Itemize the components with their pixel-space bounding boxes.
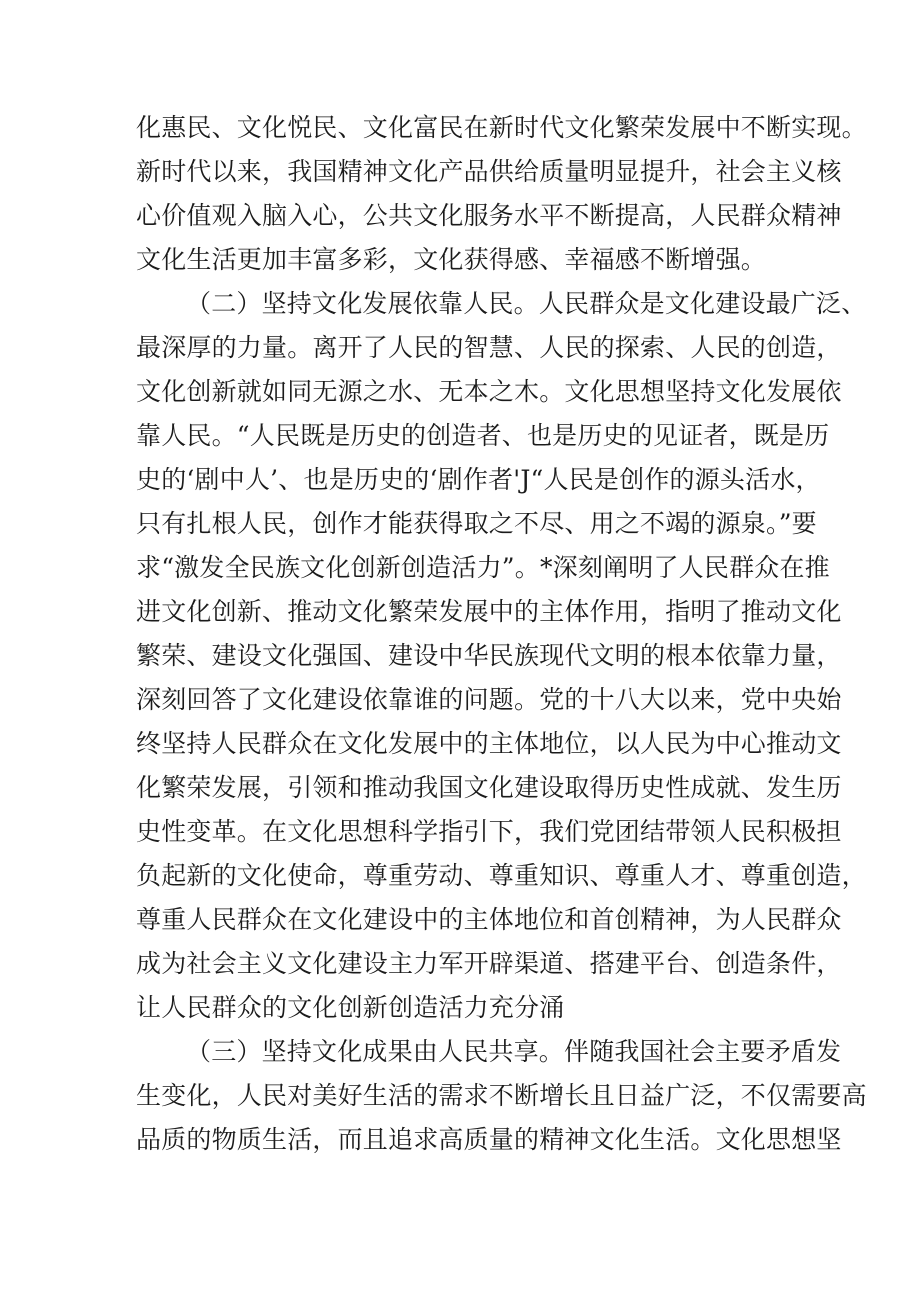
text-line: 生变化，人民对美好生活的需求不断增长且日益广泛，不仅需要高 — [136, 1081, 867, 1110]
text-line: 进文化创新、推动文化繁荣发展中的主体作用，指明了推动文化 — [136, 597, 842, 626]
paragraph-heading-3: （三）坚持文化成果由人民共享。伴随我国社会主要矛盾发 — [186, 1037, 842, 1066]
text-line: 只有扎根人民，创作才能获得取之不尽、用之不竭的源泉。”要 — [136, 509, 817, 538]
text-line: 化惠民、文化悦民、文化富民在新时代文化繁荣发展中不断实现。 — [136, 113, 867, 142]
text-line: 品质的物质生活，而且追求高质量的精神文化生活。文化思想坚 — [136, 1125, 842, 1154]
text-line: 最深厚的力量。离开了人民的智慧、人民的探索、人民的创造， — [136, 333, 842, 362]
text-line: 让人民群众的文化创新创造活力充分涌 — [136, 993, 565, 1022]
text-line: 尊重人民群众在文化建设中的主体地位和首创精神，为人民群众 — [136, 905, 842, 934]
text-line: 终坚持人民群众在文化发展中的主体地位，以人民为中心推动文 — [136, 729, 842, 758]
text-line: 文化创新就如同无源之水、无本之木。文化思想坚持文化发展依 — [136, 377, 842, 406]
text-line: 成为社会主义文化建设主力军开辟渠道、搭建平台、创造条件， — [136, 949, 842, 978]
text-line: 新时代以来，我国精神文化产品供给质量明显提升，社会主义核 — [136, 157, 842, 186]
text-line: 繁荣、建设文化强国、建设中华民族现代文明的根本依靠力量， — [136, 641, 842, 670]
text-line: 负起新的文化使命，尊重劳动、尊重知识、尊重人才、尊重创造， — [136, 861, 867, 890]
text-line: 史的‘剧中人’、也是历史的‘剧作者'J“人民是创作的源头活水， — [136, 465, 821, 494]
text-line: 心价值观入脑入心，公共文化服务水平不断提高，人民群众精神 — [136, 201, 842, 230]
text-line: 求“激发全民族文化创新创造活力”。*深刻阐明了人民群众在推 — [136, 553, 830, 582]
paragraph-heading-2: （二）坚持文化发展依靠人民。人民群众是文化建设最广泛、 — [186, 289, 867, 318]
text-line: 靠人民。“人民既是历史的创造者、也是历史的见证者，既是历 — [136, 421, 830, 450]
text-line: 史性变革。在文化思想科学指引下，我们党团结带领人民积极担 — [136, 817, 842, 846]
text-line: 文化生活更加丰富多彩，文化获得感、幸福感不断增强。 — [136, 245, 767, 274]
text-line: 化繁荣发展，引领和推动我国文化建设取得历史性成就、发生历 — [136, 773, 842, 802]
text-line: 深刻回答了文化建设依靠谁的问题。党的十八大以来，党中央始 — [136, 685, 842, 714]
